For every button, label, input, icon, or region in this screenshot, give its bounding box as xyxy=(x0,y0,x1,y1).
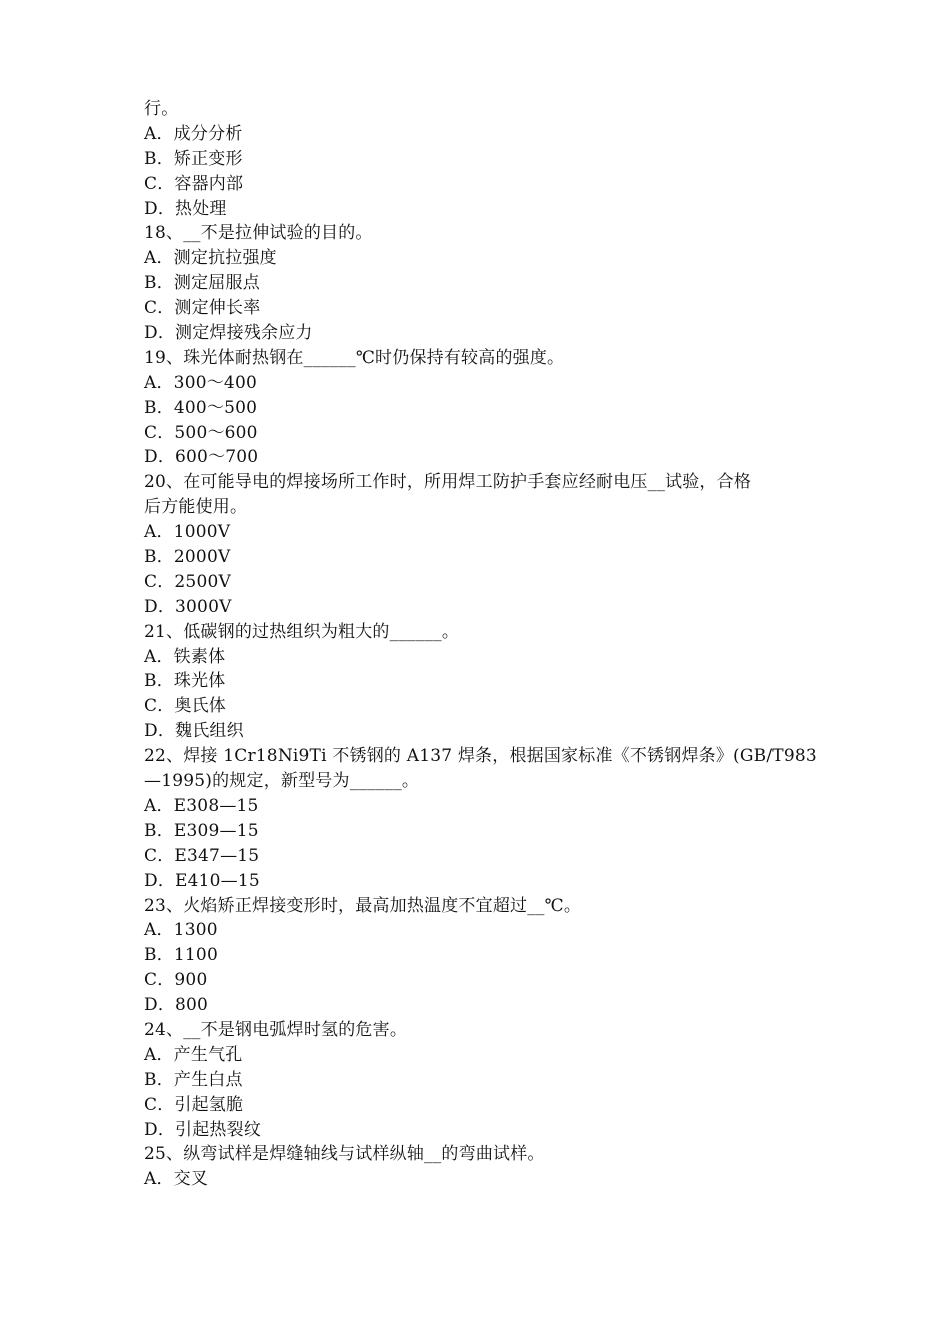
question-22-continued: —1995)的规定，新型号为______。 xyxy=(144,771,420,792)
option-d: D．测定焊接残余应力 xyxy=(144,323,313,344)
option-d: D．引起热裂纹 xyxy=(144,1119,262,1140)
option-a: A．测定抗拉强度 xyxy=(144,248,277,269)
option-d: D．魏氏组织 xyxy=(144,721,244,742)
option-d: D．600～700 xyxy=(144,447,259,468)
option-c: C．500～600 xyxy=(144,422,258,443)
question-24: 24、__不是钢电弧焊时氢的危害。 xyxy=(144,1019,408,1040)
option-d: D．3000V xyxy=(144,596,232,617)
option-a: A．E308—15 xyxy=(144,795,259,816)
option-b: B．2000V xyxy=(144,547,231,568)
option-c: C．引起氢脆 xyxy=(144,1094,244,1115)
option-a: A．产生气孔 xyxy=(144,1044,243,1065)
question-18: 18、__不是拉伸试验的目的。 xyxy=(144,223,373,244)
option-a: A．铁素体 xyxy=(144,646,226,667)
option-c: C．测定伸长率 xyxy=(144,298,261,319)
question-20-continued: 后方能使用。 xyxy=(144,497,248,518)
option-a: A．1300 xyxy=(144,920,218,941)
option-c: C．2500V xyxy=(144,571,231,592)
option-c: C．E347—15 xyxy=(144,845,260,866)
option-b: B．产生白点 xyxy=(144,1069,243,1090)
option-d: D．E410—15 xyxy=(144,870,260,891)
option-c: C．奥氏体 xyxy=(144,696,227,717)
option-a: A．成分分析 xyxy=(144,123,243,144)
option-b: B．1100 xyxy=(144,945,218,966)
question-19: 19、珠光体耐热钢在______℃时仍保持有较高的强度。 xyxy=(144,347,565,368)
text-line: 行。 xyxy=(144,99,179,119)
option-c: C．900 xyxy=(144,970,208,991)
question-20: 20、在可能导电的焊接场所工作时，所用焊工防护手套应经耐电压__试验，合格 xyxy=(144,472,752,493)
option-b: B．E309—15 xyxy=(144,820,259,841)
question-21: 21、低碳钢的过热组织为粗大的______。 xyxy=(144,621,460,642)
document-page xyxy=(144,97,817,1192)
option-d: D．热处理 xyxy=(144,198,227,219)
question-23: 23、火焰矫正焊接变形时，最高加热温度不宜超过__℃。 xyxy=(144,895,582,916)
option-a: A．交叉 xyxy=(144,1169,209,1190)
option-b: B．珠光体 xyxy=(144,671,226,692)
option-b: B．矫正变形 xyxy=(144,148,243,169)
option-b: B．400～500 xyxy=(144,397,258,418)
question-25: 25、纵弯试样是焊缝轴线与试样纵轴__的弯曲试样。 xyxy=(144,1144,545,1165)
option-c: C．容器内部 xyxy=(144,173,244,194)
question-22: 22、焊接 1Cr18Ni9Ti 不锈钢的 A137 焊条，根据国家标准《不锈钢焊条》(GB/T983 xyxy=(144,746,817,767)
option-a: A．1000V xyxy=(144,522,231,543)
option-b: B．测定屈服点 xyxy=(144,273,260,294)
option-d: D．800 xyxy=(144,995,209,1016)
option-a: A．300～400 xyxy=(144,372,257,393)
